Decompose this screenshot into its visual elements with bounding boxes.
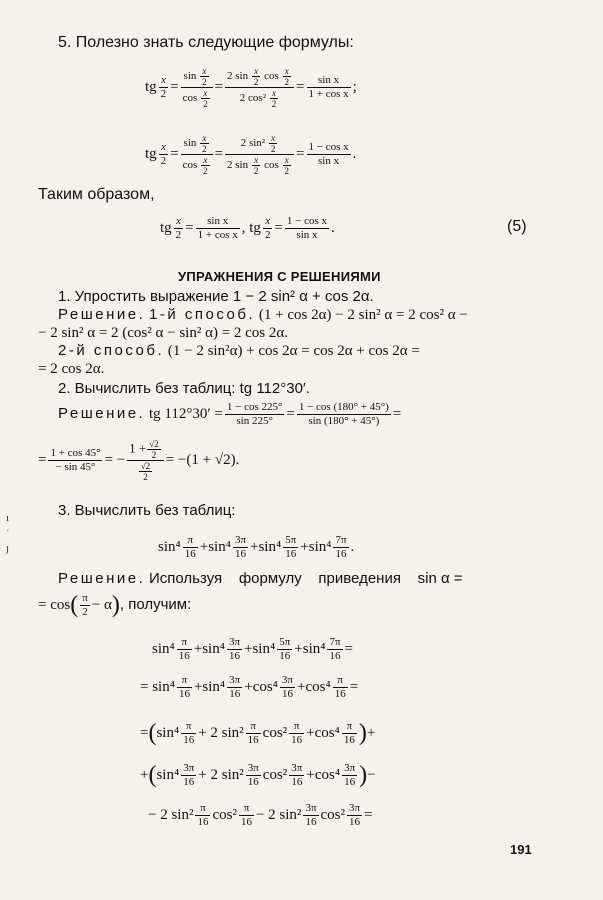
ex1-solution-line2: − 2 sin² α = 2 (cos² α − sin² α) = 2 cos 2α. [38,325,289,341]
ex3-expression: sin⁴ $\frac{\pi}{16}$ + sin⁴ $\frac{3\pi}{16}$ + sin⁴ $\frac{5\pi}{16}$ + sin⁴ $\frac{7\pi}{16}$ . [158,533,355,560]
margin-mark: ȷ [6,542,10,554]
derivation-line-2: = sin⁴ $\frac{\pi}{16}$ + sin⁴ $\frac{3\pi}{16}$ + cos⁴ $\frac{3\pi}{16}$ + cos⁴ $\frac{\pi}{16}$ = [140,673,359,700]
ex1-solution-line3: 2-й способ. (1 − 2 sin²α) + cos 2α = cos 2α + cos 2α = [58,342,420,359]
formula-tg-half-1: tg $\frac{x}{2}$ = sin $\frac{x}{2}$ cos $\frac{x}{2}$ = 2 sin $\frac{x}{2}$ cos $\frac{x}{2}$ 2 cos² $\frac{x}{2}$ = $\frac{\text{sin x}}{\text{1 + cos x}}$ ; [145,65,357,109]
margin-mark: ʿ [6,528,10,540]
ex2-statement: 2. Вычислить без таблиц: tg 112°30′. [58,380,310,397]
formula-5: tg $\frac{x}{2}$ = $\frac{\text{sin x}}{\text{1 + cos x}}$ , tg $\frac{x}{2}$ = $\frac{\text{1 − cos x}}{\text{sin x}}$ . [160,214,335,241]
item5-title: 5. Полезно знать следующие формулы: [58,34,354,51]
thus-text: Таким образом, [38,186,155,203]
ex1-solution-line1: Решение. 1-й способ. (1 + cos 2α) − 2 sin² α = 2 cos² α − [58,306,468,323]
ex1-solution-line4: = 2 cos 2α. [38,361,105,377]
ex3-statement: 3. Вычислить без таблиц: [58,502,236,519]
margin-mark: ı [6,512,10,524]
ex2-solution-line1: Решение. tg 112°30′ = $\frac{1 - \cos 225^\circ}{\sin 225^\circ}$ = $\frac{1 - \cos (180^\circ + 45^\circ)}{\sin (180^\circ + 45^\circ)}$ = [58,400,402,427]
ex3-solution-intro-2: = cos ( $\frac{\pi}{2}$ − α ) , получим: [38,591,192,618]
equation-number: (5) [507,218,527,235]
formula-tg-half-2: tg $\frac{x}{2}$ = sin $\frac{x}{2}$ cos $\frac{x}{2}$ = 2 sin² $\frac{x}{2}$ 2 sin $\frac{x}{2}$ cos $\frac{x}{2}$ = $\frac{\text{1 − cos x}}{\text{sin x}}$ . [145,132,357,176]
page-number: 191 [510,842,532,857]
ex3-solution-intro: Решение. Используя формулу приведения sin α = [58,570,463,587]
tg-label: tg [145,79,157,95]
derivation-line-3: = ( sin⁴ $\frac{\pi}{16}$ + 2 sin² $\frac{\pi}{16}$ cos² $\frac{\pi}{16}$ + cos⁴ $\frac{\pi}{16}$ ) + [140,719,376,746]
derivation-line-4: + ( sin⁴ $\frac{3\pi}{16}$ + 2 sin² $\frac{3\pi}{16}$ cos² $\frac{3\pi}{16}$ + cos⁴ $\frac{3\pi}{16}$ ) − [140,761,376,788]
derivation-line-1: sin⁴ $\frac{\pi}{16}$ + sin⁴ $\frac{3\pi}{16}$ + sin⁴ $\frac{5\pi}{16}$ + sin⁴ $\frac{7\pi}{16}$ = [152,635,353,662]
section-heading: УПРАЖНЕНИЯ С РЕШЕНИЯМИ [178,269,381,284]
ex2-solution-line2: = $\frac{1 + \cos 45^\circ}{- \sin 45^\circ}$ = − 1 + $\frac{√2}{2}$ $\frac{√2}{2}$ = −(1 + √2). [38,438,240,482]
derivation-line-5: − 2 sin² $\frac{\pi}{16}$ cos² $\frac{\pi}{16}$ − 2 sin² $\frac{3\pi}{16}$ cos² $\frac{3\pi}{16}$ = [148,801,373,828]
ex1-statement: 1. Упростить выражение 1 − 2 sin² α + cos 2α. [58,288,374,305]
